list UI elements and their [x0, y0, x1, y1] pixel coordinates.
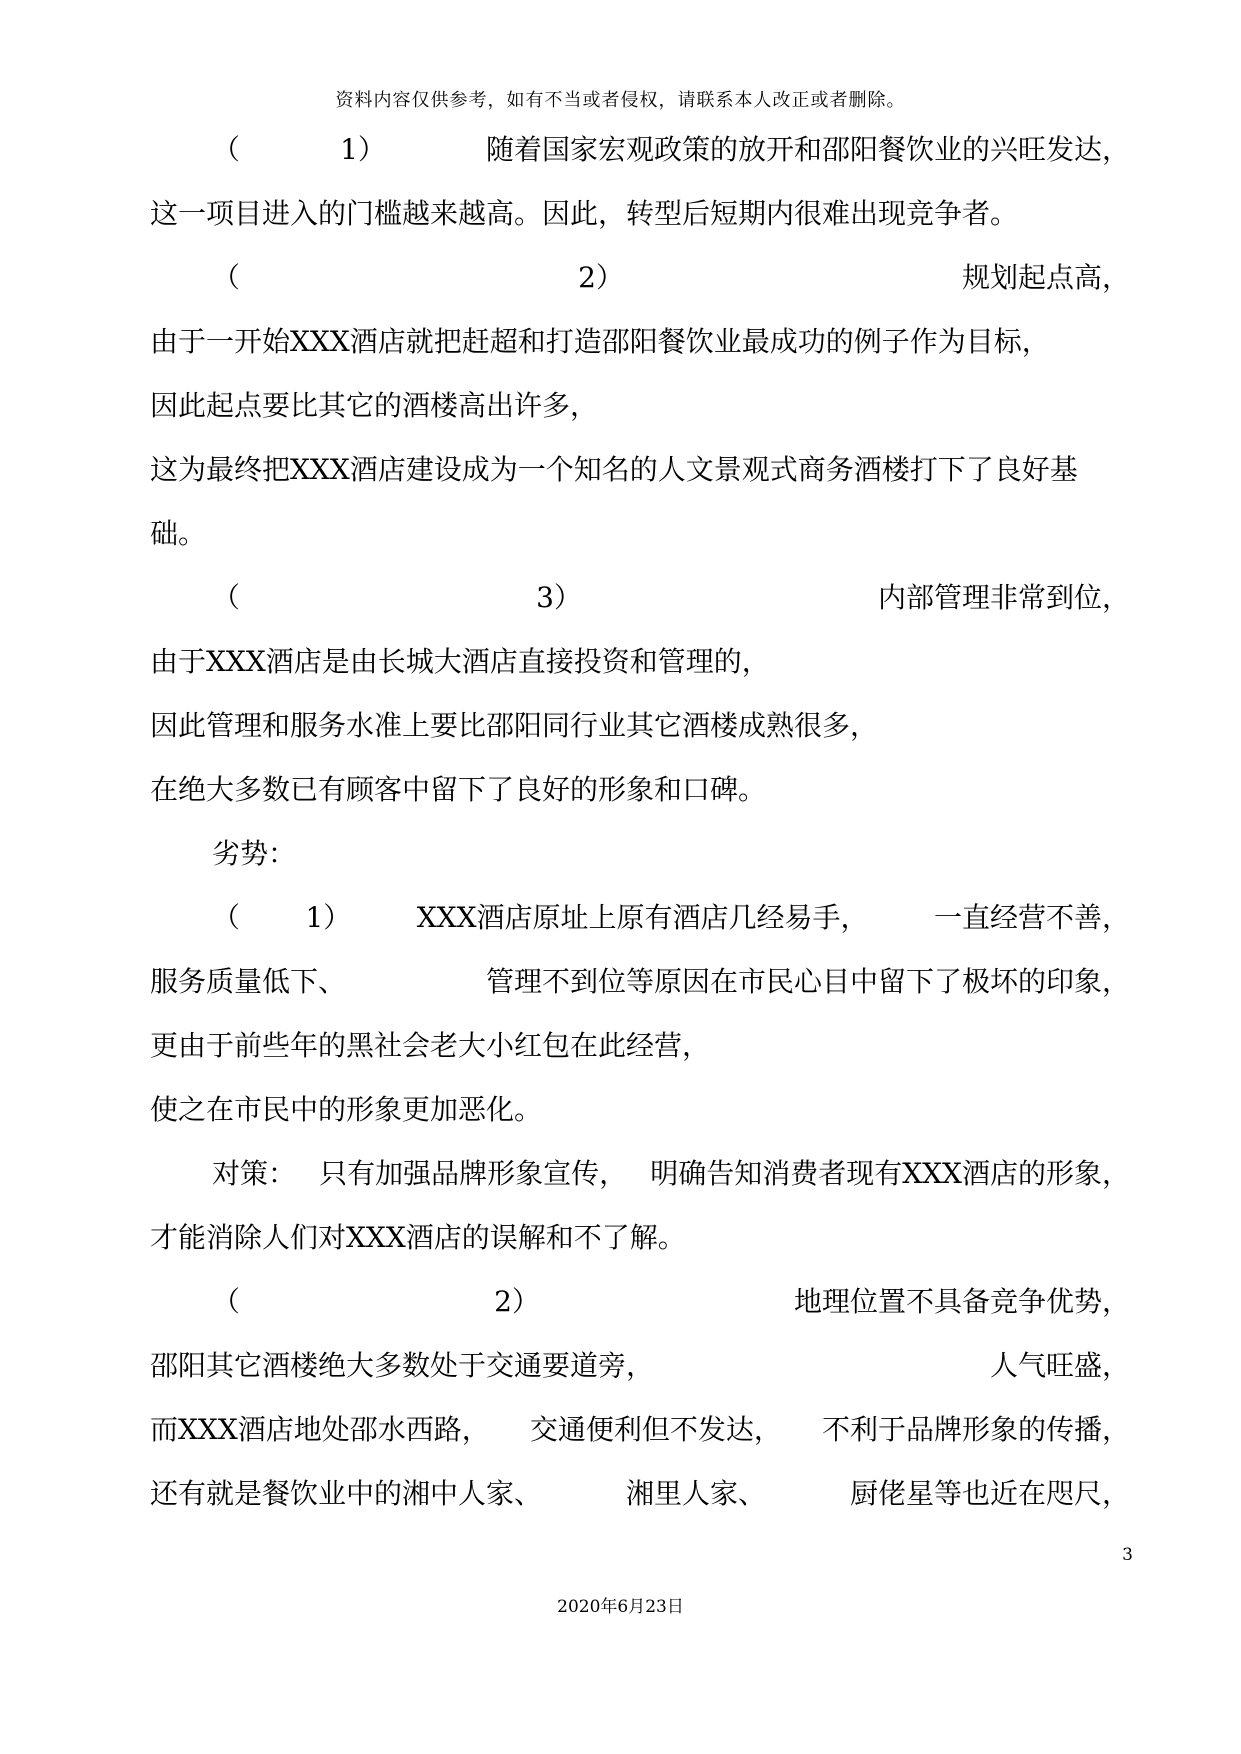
text-segment: （	[212, 1285, 241, 1318]
text-segment: 1）	[305, 901, 352, 934]
text-segment: 对策：	[212, 1157, 297, 1190]
text-segment: 随着国家宏观政策的放开和邵阳餐饮业的兴旺发达，	[485, 133, 1130, 166]
text-segment: 管理不到位等原因在市民心目中留下了极坏的印象，	[485, 965, 1130, 998]
text-line	[150, 182, 1130, 246]
text-segment: 湘里人家、	[625, 1477, 766, 1510]
text-line	[150, 886, 1130, 950]
page-number: 3	[1122, 1545, 1133, 1565]
text-line	[150, 758, 1130, 822]
text-segment: 而XXX酒店地处邵水西路，	[150, 1413, 490, 1446]
text-segment: 邵阳其它酒楼绝大多数处于交通要道旁，	[150, 1349, 655, 1382]
text-line	[150, 566, 1130, 630]
text-line	[150, 1078, 1130, 1142]
text-segment: 人气旺盛，	[989, 1349, 1130, 1382]
text-segment: 因此管理和服务水准上要比邵阳同行业其它酒楼成熟很多，	[150, 709, 879, 742]
text-line	[150, 950, 1130, 1014]
text-segment: 这为最终把XXX酒店建设成为一个知名的人文景观式商务酒楼打下了良好基	[150, 453, 1078, 486]
text-line	[150, 694, 1130, 758]
text-segment: 使之在市民中的形象更加恶化。	[150, 1093, 543, 1126]
text-segment: 才能消除人们对XXX酒店的误解和不了解。	[150, 1221, 686, 1254]
text-segment: 服务质量低下、	[150, 965, 347, 998]
text-line	[150, 246, 1130, 310]
text-segment: 规划起点高，	[961, 261, 1130, 294]
text-line	[150, 374, 1130, 438]
text-segment: （	[212, 581, 241, 614]
text-line	[150, 1398, 1130, 1462]
text-line	[150, 1270, 1130, 1334]
text-segment: 3）	[536, 581, 582, 614]
text-segment: （	[212, 901, 241, 934]
text-segment: 一直经营不善，	[933, 901, 1130, 934]
text-line	[150, 438, 1130, 502]
text-line	[150, 1142, 1130, 1206]
text-line	[150, 630, 1130, 694]
text-segment: 2）	[578, 261, 624, 294]
text-line	[150, 118, 1130, 182]
text-line	[150, 822, 1130, 886]
header-disclaimer: 资料内容仅供参考，如有不当或者侵权，请联系本人改正或者删除。	[335, 90, 906, 111]
text-segment: 劣势：	[212, 837, 297, 870]
text-segment: 在绝大多数已有顾客中留下了良好的形象和口碑。	[150, 773, 767, 806]
text-line	[150, 310, 1130, 374]
text-segment: 内部管理非常到位，	[877, 581, 1130, 614]
text-segment: 础。	[150, 517, 207, 550]
text-segment: 厨佬星等也近在咫尺，	[849, 1477, 1130, 1510]
text-segment: 还有就是餐饮业中的湘中人家、	[150, 1477, 543, 1510]
text-segment: 2）	[494, 1285, 540, 1318]
text-segment: 更由于前些年的黑社会老大小红包在此经营，	[150, 1029, 711, 1062]
text-segment: 明确告知消费者现有XXX酒店的形象，	[650, 1157, 1130, 1190]
text-segment: 由于一开始XXX酒店就把赶超和打造邵阳餐饮业最成功的例子作为目标，	[150, 325, 1050, 358]
text-segment: 因此起点要比其它的酒楼高出许多，	[150, 389, 599, 422]
text-segment: （	[212, 261, 241, 294]
text-segment: 交通便利但不发达，	[529, 1413, 782, 1446]
text-line	[150, 502, 1130, 566]
footer-date: 2020年6月23日	[557, 1597, 684, 1617]
text-line	[150, 1462, 1130, 1526]
text-segment: （	[212, 133, 241, 166]
text-line	[150, 1206, 1130, 1270]
text-segment: 只有加强品牌形象宣传，	[319, 1157, 628, 1190]
text-segment: 1）	[340, 133, 386, 166]
text-segment: 不利于品牌形象的传播，	[821, 1413, 1130, 1446]
text-segment: 地理位置不具备竞争优势，	[793, 1285, 1130, 1318]
text-line	[150, 1334, 1130, 1398]
text-segment: 由于XXX酒店是由长城大酒店直接投资和管理的，	[150, 645, 770, 678]
body-text	[150, 118, 1130, 1526]
text-line	[150, 1014, 1130, 1078]
text-segment: XXX酒店原址上原有酒店几经易手，	[416, 901, 869, 934]
text-segment: 这一项目进入的门槛越来越高。因此，转型后短期内很难出现竞争者。	[150, 197, 1019, 230]
